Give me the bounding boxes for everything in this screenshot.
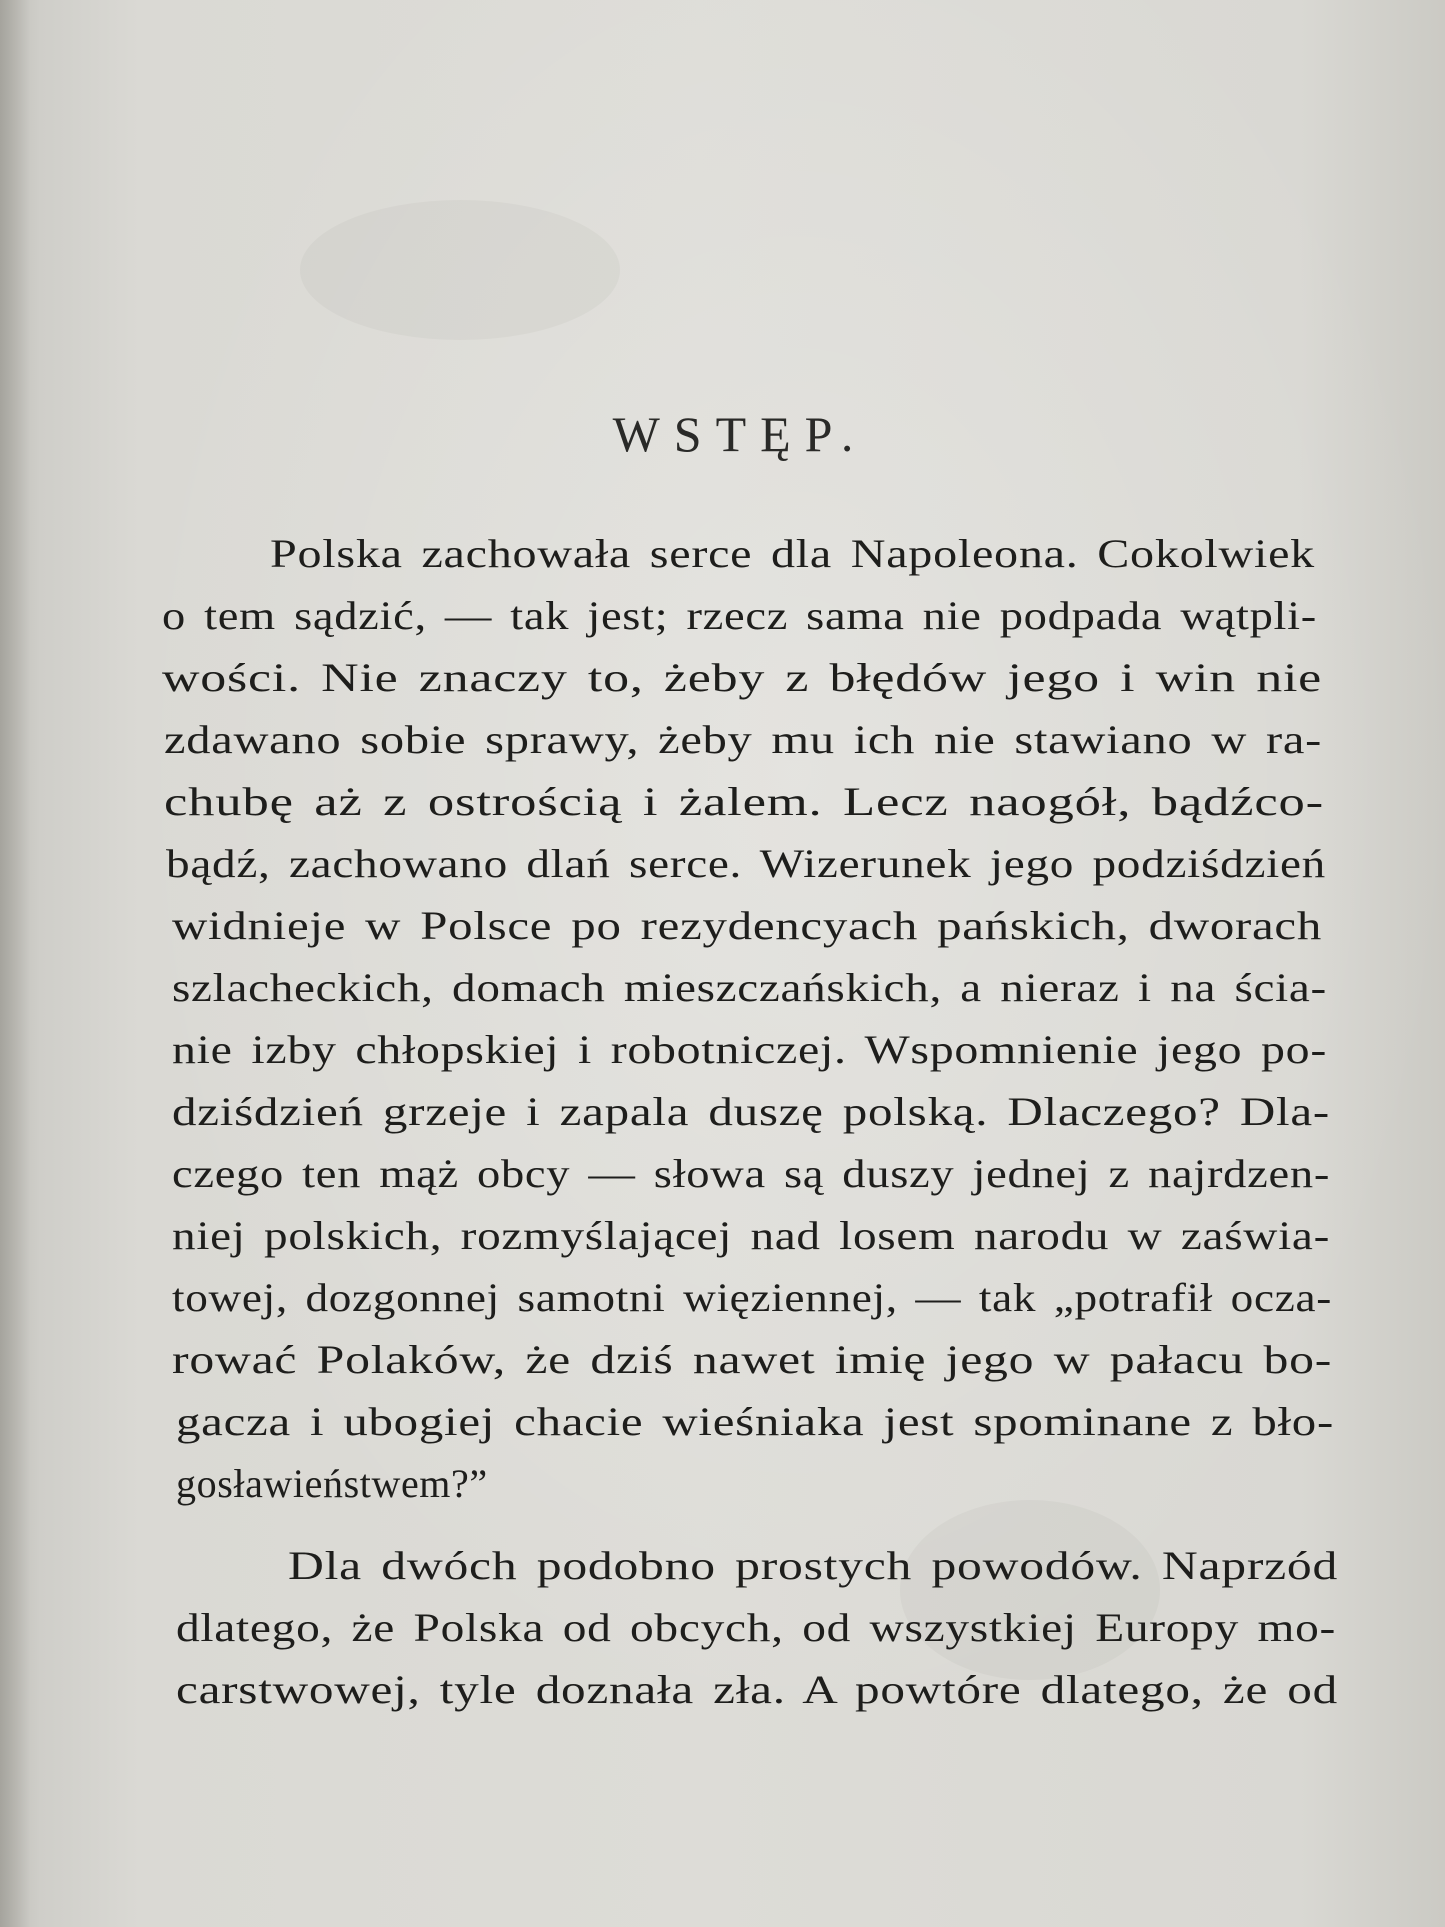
- text-line: bądź, zachowano dlań serce. Wizerunek jego podziśdzień: [166, 841, 1326, 886]
- text-line: towej, dozgonnej samotni więziennej, — tak „potrafił ocza-: [172, 1275, 1332, 1320]
- text-line: Dla dwóch podobno prostych powodów. Naprzód: [288, 1543, 1339, 1588]
- chapter-heading: WSTĘP.: [612, 406, 868, 462]
- text-line: widnieje w Polsce po rezydencyach pańskich, dworach: [172, 903, 1323, 948]
- text-line: Polska zachowała serce dla Napoleona. Cokolwiek: [270, 531, 1315, 576]
- text-line: gacza i ubogiej chacie wieśniaka jest spominane z bło-: [176, 1399, 1334, 1444]
- text-line: zdawano sobie sprawy, żeby mu ich nie stawiano w ra-: [164, 717, 1323, 762]
- text-line: szlacheckich, domach mieszczańskich, a nieraz i na ścia-: [172, 965, 1327, 1010]
- text-line: gosławieństwem?”: [176, 1461, 488, 1506]
- text-line: dlatego, że Polska od obcych, od wszystkiej Europy mo-: [176, 1605, 1336, 1650]
- text-line: niej polskich, rozmyślającej nad losem narodu w zaświa-: [172, 1213, 1331, 1258]
- text-line: o tem sądzić, — tak jest; rzecz sama nie podpada wątpli-: [162, 593, 1317, 638]
- text-line: carstwowej, tyle doznała zła. A powtóre dlatego, że od: [176, 1667, 1338, 1712]
- text-line: czego ten mąż obcy — słowa są duszy jednej z najrdzen-: [172, 1151, 1331, 1196]
- text-line: chubę aż z ostrością i żalem. Lecz naogół, bądźco-: [164, 779, 1324, 824]
- text-line: wości. Nie znaczy to, żeby z błędów jego i win nie: [162, 655, 1323, 700]
- text-line: dziśdzień grzeje i zapala duszę polską. Dlaczego? Dla-: [172, 1089, 1330, 1134]
- text-line: rować Polaków, że dziś nawet imię jego w pałacu bo-: [172, 1337, 1333, 1382]
- text-line: nie izby chłopskiej i robotniczej. Wspomnienie jego po-: [172, 1027, 1327, 1072]
